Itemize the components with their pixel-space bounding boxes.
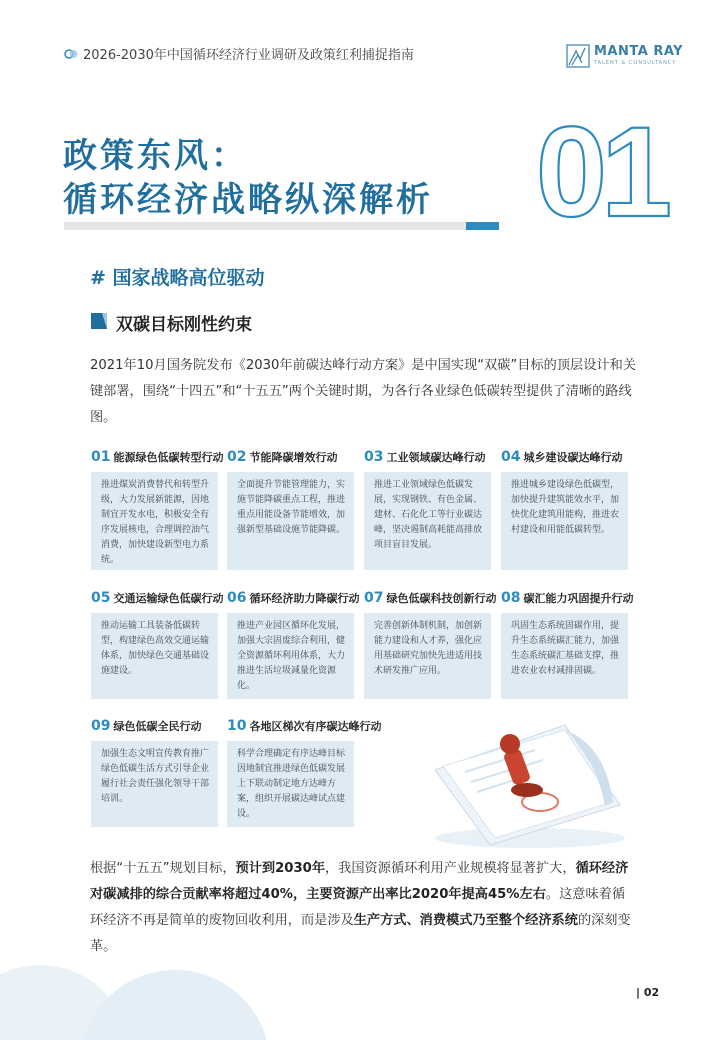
action-title-03: 03 工业领域碳达峰行动 [364,449,486,465]
action-title-05: 05 交通运输绿色低碳行动 [91,590,224,606]
chapter-number-text: 01 [535,112,667,230]
title-underline-accent [466,222,499,230]
page-number: | 02 [636,986,660,999]
bullet-rings-icon [64,47,78,61]
brand-name: MANTA RAY [594,44,684,59]
action-title-07: 07 绿色低碳科技创新行动 [364,590,497,606]
action-card-06: 推进产业园区循环化发展，加强大宗固废综合利用，健全资源循环利用体系，大力推进生活垃圾减量化资源化。 [227,613,354,699]
action-card-09: 加强生态文明宣传教育推广绿色低碳生活方式引导企业履行社会责任强化领导干部培训。 [91,741,218,827]
action-card-02: 全面提升节能管理能力，实施节能降碳重点工程，推进重点用能设备节能增效，加强新型基础设施节能降碳。 [227,472,354,570]
section-heading: # 国家战略高位驱动 [90,267,265,289]
conclusion-paragraph: 根据“十五五”规划目标，预计到2030年，我国资源循环利用产业规模将显著扩大，循环经济对碳减排的综合贡献率将超过40%，主要资源产出率比2020年提高45%左右。这意味着循环经济不再是简单的废物回收利用，而是涉及生产方式、消费模式乃至整个经济系统的深刻变革。 [90,861,631,954]
title-underline [64,222,499,230]
action-title-01: 01 能源绿色低碳转型行动 [91,449,224,465]
chapter-title-line2: 循环经济战略纵深解析 [63,180,433,220]
subsection-heading: 双碳目标刚性约束 [116,315,252,335]
action-title-02: 02 节能降碳增效行动 [227,449,338,465]
action-card-01: 推进煤炭消费替代和转型升级，大力发展新能源，因地制宜开发水电，积极安全有序发展核电，合理调控油气消费，加快建设新型电力系统。 [91,472,218,570]
action-card-08: 巩固生态系统固碳作用，提升生态系统碳汇能力，加强生态系统碳汇基础支撑，推进农业农村减排固碳。 [501,613,628,699]
intro-paragraph: 2021年10月国务院发布《2030年前碳达峰行动方案》是中国实现“双碳”目标的顶层设计和关键部署，围绕“十四五”和“十五五”两个关键时期，为各行各业绿色低碳转型提供了清晰的路线图。 [90,358,636,425]
action-card-03: 推进工业领域绿色低碳发展，实现钢铁、有色金属、建材、石化化工等行业碳达峰，坚决遏制高耗能高排放项目盲目发展。 [364,472,491,570]
action-title-09: 09 绿色低碳全民行动 [91,718,202,734]
action-card-05: 推动运输工具装备低碳转型，构建绿色高效交通运输体系，加快绿色交通基础设施建设。 [91,613,218,699]
decorative-circles [0,935,300,1040]
brand-tagline: TALENT & CONSULTANCY [594,60,677,66]
action-title-08: 08 碳汇能力巩固提升行动 [501,590,634,606]
action-title-04: 04 城乡建设碳达峰行动 [501,449,623,465]
chapter-number [530,112,672,230]
action-card-07: 完善创新体制机制，加创新能力建设和人才养，强化应用基础研究加快先进适用技术研发推广应用。 [364,613,491,699]
chapter-title-line1: 政策东风： [63,136,248,176]
folder-tab-icon [90,312,108,330]
action-card-04: 推进城乡建设绿色低碳型，加快提升建筑能效水平，加快优化建筑用能构，推进农村建设和用能低碳转型。 [501,472,628,570]
document-stamp-illustration [415,710,635,850]
action-card-10: 科学合理确定有序达峰目标因地制宜推进绿色低碳发展上下联动制定地方达峰方案，组织开展碳达峰试点建设。 [227,741,354,827]
action-title-10: 10 各地区梯次有序碳达峰行动 [227,718,382,734]
action-title-06: 06 循环经济助力降碳行动 [227,590,360,606]
document-title: 2026-2030年中国循环经济行业调研及政策红利捕捉指南 [83,48,414,63]
